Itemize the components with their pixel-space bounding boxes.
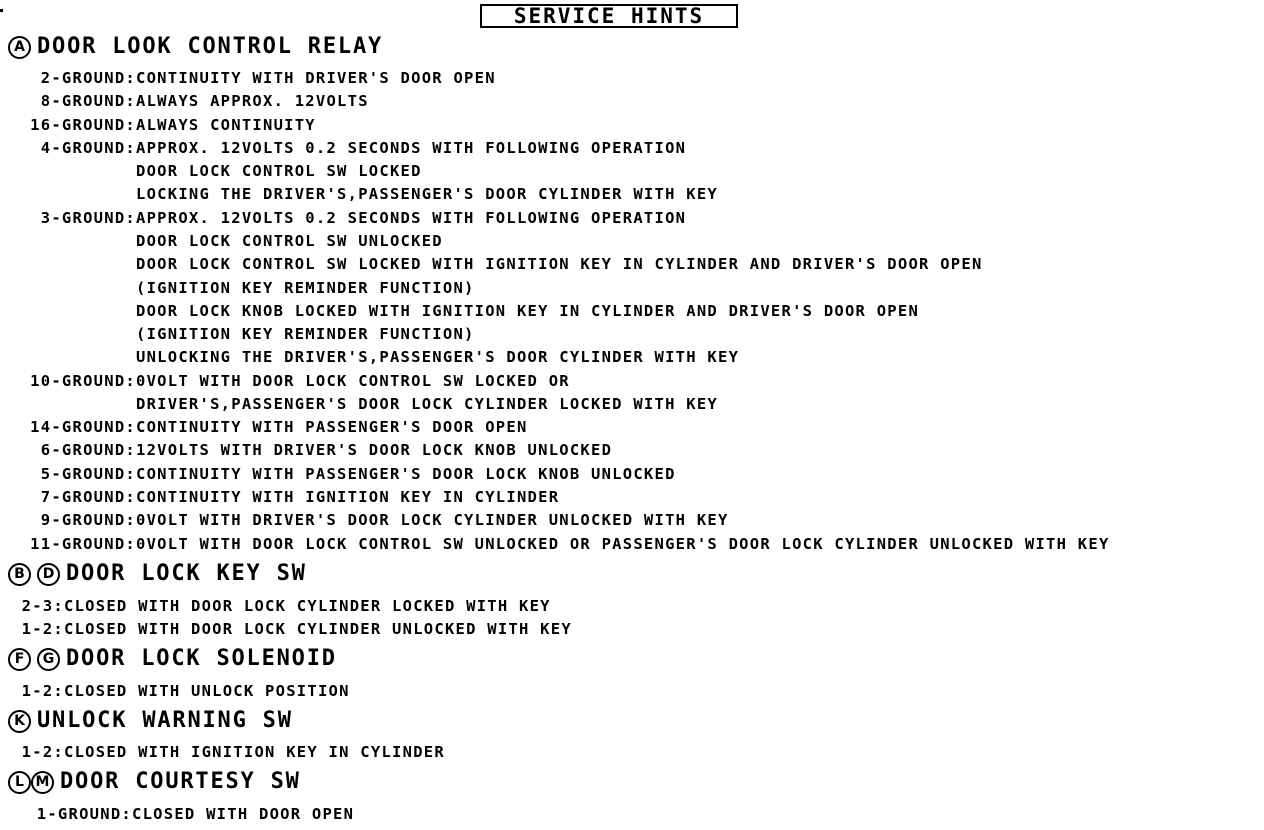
terminal-label: 5-GROUND: xyxy=(40,464,136,483)
hint-line xyxy=(4,232,443,250)
terminal-label: 6-GROUND: xyxy=(40,441,136,460)
hint-line xyxy=(4,597,551,615)
terminal-label: 10-GROUND: xyxy=(30,371,136,390)
hint-text: DOOR LOCK CONTROL SW UNLOCKED xyxy=(136,231,443,250)
hint-line xyxy=(4,209,686,227)
hint-text: CLOSED WITH DOOR OPEN xyxy=(132,805,355,823)
hint-line xyxy=(4,418,528,436)
hint-line xyxy=(4,279,475,297)
terminal-label: 4-GROUND: xyxy=(40,138,136,157)
hint-line xyxy=(4,805,354,823)
hint-line xyxy=(4,488,559,506)
hint-line xyxy=(4,511,729,529)
connector-badge: A xyxy=(8,36,31,59)
hint-line xyxy=(4,441,612,459)
section-title: DOOR LOCK SOLENOID xyxy=(66,646,337,671)
hint-text: CONTINUITY WITH PASSENGER'S DOOR LOCK KNOB UNLOCKED xyxy=(136,464,676,483)
section-heading-door-lock-key-sw xyxy=(8,561,307,587)
terminal-label: 3-GROUND: xyxy=(40,208,136,227)
hint-line xyxy=(4,372,570,390)
hint-text: ALWAYS CONTINUITY xyxy=(136,115,316,134)
hint-line xyxy=(4,465,676,483)
hint-text: UNLOCKING THE DRIVER'S,PASSENGER'S DOOR CYLINDER WITH KEY xyxy=(136,348,740,367)
hint-line xyxy=(4,682,350,700)
hint-text: DOOR LOCK CONTROL SW LOCKED xyxy=(136,162,422,181)
hint-text: DOOR LOCK CONTROL SW LOCKED WITH IGNITION KEY IN CYLINDER AND DRIVER'S DOOR OPEN xyxy=(136,255,983,274)
hint-text: CLOSED WITH DOOR LOCK CYLINDER LOCKED WITH KEY xyxy=(64,597,551,615)
hint-line xyxy=(4,185,718,203)
hint-line xyxy=(4,743,445,761)
hint-text: APPROX. 12VOLTS 0.2 SECONDS WITH FOLLOWING OPERATION xyxy=(136,208,687,227)
hint-line xyxy=(4,92,369,110)
hint-line xyxy=(4,302,919,320)
hint-text: CLOSED WITH DOOR LOCK CYLINDER UNLOCKED WITH KEY xyxy=(64,620,572,639)
hint-text: 12VOLTS WITH DRIVER'S DOOR LOCK KNOB UNLOCKED xyxy=(136,441,613,460)
section-title: DOOR COURTESY SW xyxy=(60,769,301,794)
hint-text: CONTINUITY WITH PASSENGER'S DOOR OPEN xyxy=(136,418,528,437)
hint-text: LOCKING THE DRIVER'S,PASSENGER'S DOOR CYLINDER WITH KEY xyxy=(136,185,718,204)
hint-text: DOOR LOCK KNOB LOCKED WITH IGNITION KEY IN CYLINDER AND DRIVER'S DOOR OPEN xyxy=(136,301,920,320)
terminal-label: 2-3: xyxy=(21,597,64,615)
connector-badge: D xyxy=(37,563,60,586)
hint-text: 0VOLT WITH DRIVER'S DOOR LOCK CYLINDER UNLOCKED WITH KEY xyxy=(136,511,729,530)
terminal-label: 14-GROUND: xyxy=(30,418,136,437)
hint-line xyxy=(4,69,496,87)
terminal-label: 1-GROUND: xyxy=(36,805,132,823)
hint-line xyxy=(4,535,1110,553)
hint-text: CLOSED WITH IGNITION KEY IN CYLINDER xyxy=(64,743,445,761)
hint-text: CLOSED WITH UNLOCK POSITION xyxy=(64,682,350,700)
terminal-label: 11-GROUND: xyxy=(30,534,136,553)
hint-text: CONTINUITY WITH IGNITION KEY IN CYLINDER xyxy=(136,488,560,507)
section-heading-door-lock-solenoid xyxy=(8,646,337,672)
section-heading-unlock-warning-sw xyxy=(8,708,293,734)
hint-text: 0VOLT WITH DOOR LOCK CONTROL SW UNLOCKED OR PASSENGER'S DOOR LOCK CYLINDER UNLOCKED WITH KEY xyxy=(136,534,1110,553)
hint-line xyxy=(4,395,718,413)
hint-line xyxy=(4,255,983,273)
connector-badge: L xyxy=(8,771,31,794)
connector-badge: G xyxy=(37,648,60,671)
hint-text: APPROX. 12VOLTS 0.2 SECONDS WITH FOLLOWING OPERATION xyxy=(136,138,687,157)
terminal-label: 7-GROUND: xyxy=(40,488,136,507)
terminal-label: 16-GROUND: xyxy=(30,115,136,134)
hint-text: ALWAYS APPROX. 12VOLTS xyxy=(136,92,369,111)
page-title: SERVICE HINTS xyxy=(480,4,738,28)
terminal-label: 8-GROUND: xyxy=(40,92,136,111)
hint-line xyxy=(4,116,316,134)
hint-line xyxy=(4,620,572,638)
corner-mark xyxy=(0,9,3,12)
section-heading-door-courtesy-sw xyxy=(8,769,301,795)
connector-badge: M xyxy=(31,771,54,794)
connector-badge: K xyxy=(8,710,31,733)
section-heading-door-lock-control-relay xyxy=(8,34,383,60)
terminal-label: 9-GROUND: xyxy=(40,511,136,530)
terminal-label: 1-2: xyxy=(21,620,64,639)
section-title: UNLOCK WARNING SW xyxy=(37,708,293,733)
hint-line xyxy=(4,348,739,366)
terminal-label: 1-2: xyxy=(21,682,64,700)
hint-text: (IGNITION KEY REMINDER FUNCTION) xyxy=(136,278,475,297)
hint-text: (IGNITION KEY REMINDER FUNCTION) xyxy=(136,325,475,344)
hint-line xyxy=(4,325,475,343)
section-title: DOOR LOOK CONTROL RELAY xyxy=(37,34,384,59)
hint-text: CONTINUITY WITH DRIVER'S DOOR OPEN xyxy=(136,69,496,87)
hint-line xyxy=(4,139,686,157)
section-title: DOOR LOCK KEY SW xyxy=(66,561,307,586)
terminal-label: 2-GROUND: xyxy=(40,69,136,87)
terminal-label: 1-2: xyxy=(21,743,64,761)
hint-line xyxy=(4,162,422,180)
hint-text: DRIVER'S,PASSENGER'S DOOR LOCK CYLINDER LOCKED WITH KEY xyxy=(136,394,718,413)
connector-badge: B xyxy=(8,563,31,586)
hint-text: 0VOLT WITH DOOR LOCK CONTROL SW LOCKED OR xyxy=(136,371,570,390)
connector-badge: F xyxy=(8,648,31,671)
